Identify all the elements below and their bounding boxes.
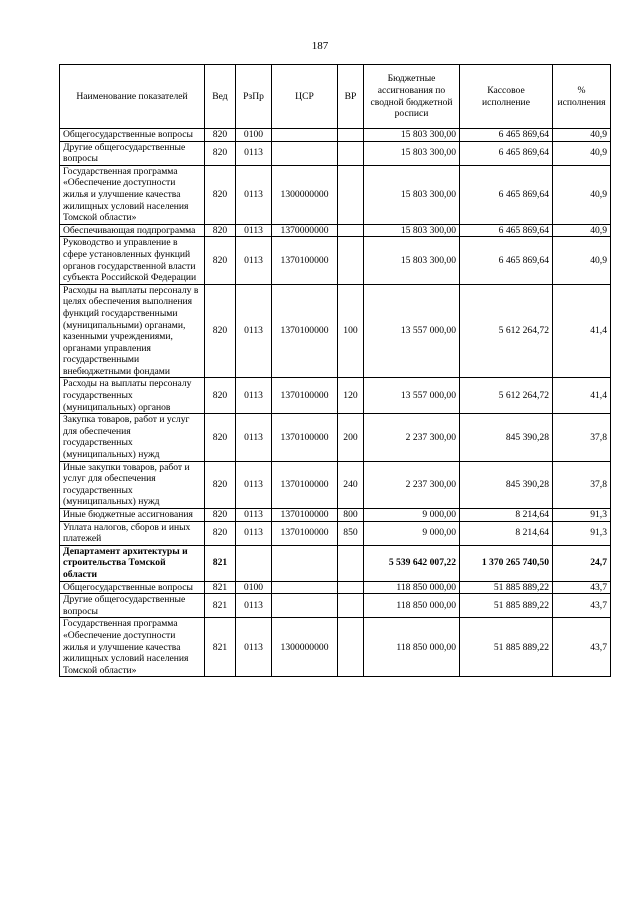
cell-pct: 40,9	[553, 165, 611, 224]
cell-name: Общегосударственные вопросы	[60, 129, 205, 142]
cell-budget: 2 237 300,00	[364, 461, 460, 508]
cell-pct: 91,3	[553, 521, 611, 545]
budget-execution-table	[59, 64, 611, 677]
table-body	[60, 129, 611, 677]
cell-budget: 118 850 000,00	[364, 594, 460, 618]
table-row	[60, 581, 611, 594]
page-number: 187	[311, 40, 329, 52]
cell-rzpr	[236, 545, 272, 581]
cell-csr	[272, 141, 338, 165]
cell-ved: 821	[205, 618, 236, 677]
cell-csr: 1370100000	[272, 461, 338, 508]
cell-budget: 2 237 300,00	[364, 414, 460, 461]
cell-pct: 40,9	[553, 141, 611, 165]
cell-vr: 800	[338, 509, 364, 522]
cell-pct: 40,9	[553, 237, 611, 284]
cell-name: Расходы на выплаты персоналу государственных (муниципальных) органов	[60, 378, 205, 414]
header-budget: Бюджетные ассигнования по сводной бюджетной росписи	[364, 65, 460, 129]
cell-rzpr: 0113	[236, 141, 272, 165]
cell-name: Иные закупки товаров, работ и услуг для обеспечения государственных (муниципальных) нужд	[60, 461, 205, 508]
cell-cash: 6 465 869,64	[460, 224, 553, 237]
cell-ved: 820	[205, 224, 236, 237]
cell-pct: 37,8	[553, 414, 611, 461]
cell-budget: 118 850 000,00	[364, 618, 460, 677]
cell-budget: 5 539 642 007,22	[364, 545, 460, 581]
cell-ved: 821	[205, 581, 236, 594]
header-rzpr: РзПр	[236, 65, 272, 129]
cell-name: Другие общегосударственные вопросы	[60, 141, 205, 165]
cell-ved: 820	[205, 165, 236, 224]
cell-ved: 820	[205, 414, 236, 461]
table-row	[60, 618, 611, 677]
cell-vr	[338, 165, 364, 224]
cell-vr	[338, 141, 364, 165]
cell-budget: 15 803 300,00	[364, 165, 460, 224]
cell-ved: 820	[205, 378, 236, 414]
cell-cash: 6 465 869,64	[460, 141, 553, 165]
cell-vr	[338, 545, 364, 581]
cell-budget: 15 803 300,00	[364, 224, 460, 237]
cell-rzpr: 0113	[236, 461, 272, 508]
cell-ved: 821	[205, 594, 236, 618]
cell-cash: 8 214,64	[460, 509, 553, 522]
cell-ved: 820	[205, 461, 236, 508]
cell-pct: 41,4	[553, 378, 611, 414]
cell-vr	[338, 581, 364, 594]
cell-vr: 100	[338, 284, 364, 378]
cell-vr	[338, 594, 364, 618]
cell-rzpr: 0113	[236, 618, 272, 677]
table-row	[60, 594, 611, 618]
header-name: Наименование показателей	[60, 65, 205, 129]
cell-cash: 5 612 264,72	[460, 284, 553, 378]
cell-ved: 820	[205, 284, 236, 378]
table-row	[60, 378, 611, 414]
cell-vr: 200	[338, 414, 364, 461]
cell-rzpr: 0100	[236, 581, 272, 594]
cell-name: Другие общегосударственные вопросы	[60, 594, 205, 618]
table-row	[60, 509, 611, 522]
cell-pct: 43,7	[553, 594, 611, 618]
cell-csr	[272, 581, 338, 594]
cell-rzpr: 0113	[236, 509, 272, 522]
cell-pct: 43,7	[553, 618, 611, 677]
cell-budget: 13 557 000,00	[364, 284, 460, 378]
cell-ved: 821	[205, 545, 236, 581]
cell-rzpr: 0100	[236, 129, 272, 142]
cell-name: Расходы на выплаты персоналу в целях обеспечения выполнения функций государственными (муниципальными) органами, казенными учреждениями, органами управления государственными внебюджетными фондами	[60, 284, 205, 378]
cell-ved: 820	[205, 129, 236, 142]
cell-csr	[272, 129, 338, 142]
cell-pct: 43,7	[553, 581, 611, 594]
cell-vr	[338, 224, 364, 237]
cell-name: Государственная программа «Обеспечение доступности жилья и улучшение качества жилищных условий населения Томской области»	[60, 618, 205, 677]
cell-vr	[338, 618, 364, 677]
cell-csr: 1300000000	[272, 165, 338, 224]
cell-csr	[272, 545, 338, 581]
cell-budget: 15 803 300,00	[364, 141, 460, 165]
cell-cash: 8 214,64	[460, 521, 553, 545]
cell-cash: 6 465 869,64	[460, 129, 553, 142]
cell-rzpr: 0113	[236, 284, 272, 378]
cell-csr: 1370000000	[272, 224, 338, 237]
table-row	[60, 141, 611, 165]
table-row	[60, 461, 611, 508]
cell-name: Государственная программа «Обеспечение доступности жилья и улучшение качества жилищных условий населения Томской области»	[60, 165, 205, 224]
cell-vr: 240	[338, 461, 364, 508]
cell-csr: 1370100000	[272, 521, 338, 545]
cell-pct: 24,7	[553, 545, 611, 581]
cell-csr: 1370100000	[272, 284, 338, 378]
cell-csr	[272, 594, 338, 618]
cell-name: Уплата налогов, сборов и иных платежей	[60, 521, 205, 545]
cell-budget: 15 803 300,00	[364, 237, 460, 284]
cell-ved: 820	[205, 509, 236, 522]
cell-cash: 6 465 869,64	[460, 165, 553, 224]
cell-cash: 1 370 265 740,50	[460, 545, 553, 581]
table-row	[60, 284, 611, 378]
table-row	[60, 545, 611, 581]
cell-csr: 1370100000	[272, 237, 338, 284]
cell-rzpr: 0113	[236, 165, 272, 224]
cell-csr: 1370100000	[272, 509, 338, 522]
cell-rzpr: 0113	[236, 224, 272, 237]
cell-rzpr: 0113	[236, 521, 272, 545]
cell-rzpr: 0113	[236, 414, 272, 461]
cell-ved: 820	[205, 237, 236, 284]
cell-name: Руководство и управление в сфере установленных функций органов государственной власти субъекта Российской Федерации	[60, 237, 205, 284]
cell-vr	[338, 129, 364, 142]
cell-cash: 845 390,28	[460, 414, 553, 461]
cell-name: Закупка товаров, работ и услуг для обеспечения государственных (муниципальных) нужд	[60, 414, 205, 461]
cell-ved: 820	[205, 521, 236, 545]
cell-budget: 15 803 300,00	[364, 129, 460, 142]
cell-budget: 9 000,00	[364, 521, 460, 545]
table-row	[60, 414, 611, 461]
table-row	[60, 521, 611, 545]
cell-ved: 820	[205, 141, 236, 165]
cell-cash: 51 885 889,22	[460, 581, 553, 594]
header-vr: ВР	[338, 65, 364, 129]
cell-pct: 37,8	[553, 461, 611, 508]
cell-budget: 13 557 000,00	[364, 378, 460, 414]
cell-budget: 118 850 000,00	[364, 581, 460, 594]
table-header-row	[60, 65, 611, 129]
cell-vr	[338, 237, 364, 284]
cell-csr: 1300000000	[272, 618, 338, 677]
cell-cash: 6 465 869,64	[460, 237, 553, 284]
cell-cash: 5 612 264,72	[460, 378, 553, 414]
header-ved: Вед	[205, 65, 236, 129]
cell-name: Департамент архитектуры и строительства Томской области	[60, 545, 205, 581]
cell-pct: 91,3	[553, 509, 611, 522]
cell-csr: 1370100000	[272, 414, 338, 461]
cell-pct: 41,4	[553, 284, 611, 378]
table-row	[60, 224, 611, 237]
header-csr: ЦСР	[272, 65, 338, 129]
cell-budget: 9 000,00	[364, 509, 460, 522]
cell-cash: 845 390,28	[460, 461, 553, 508]
cell-csr: 1370100000	[272, 378, 338, 414]
header-pct: % исполнения	[553, 65, 611, 129]
cell-rzpr: 0113	[236, 378, 272, 414]
cell-rzpr: 0113	[236, 237, 272, 284]
cell-name: Общегосударственные вопросы	[60, 581, 205, 594]
cell-name: Иные бюджетные ассигнования	[60, 509, 205, 522]
cell-vr: 120	[338, 378, 364, 414]
header-cash: Кассовое исполнение	[460, 65, 553, 129]
cell-name: Обеспечивающая подпрограмма	[60, 224, 205, 237]
cell-pct: 40,9	[553, 224, 611, 237]
table-row	[60, 237, 611, 284]
table-row	[60, 165, 611, 224]
cell-cash: 51 885 889,22	[460, 618, 553, 677]
table-row	[60, 129, 611, 142]
cell-vr: 850	[338, 521, 364, 545]
cell-pct: 40,9	[553, 129, 611, 142]
cell-cash: 51 885 889,22	[460, 594, 553, 618]
cell-rzpr: 0113	[236, 594, 272, 618]
